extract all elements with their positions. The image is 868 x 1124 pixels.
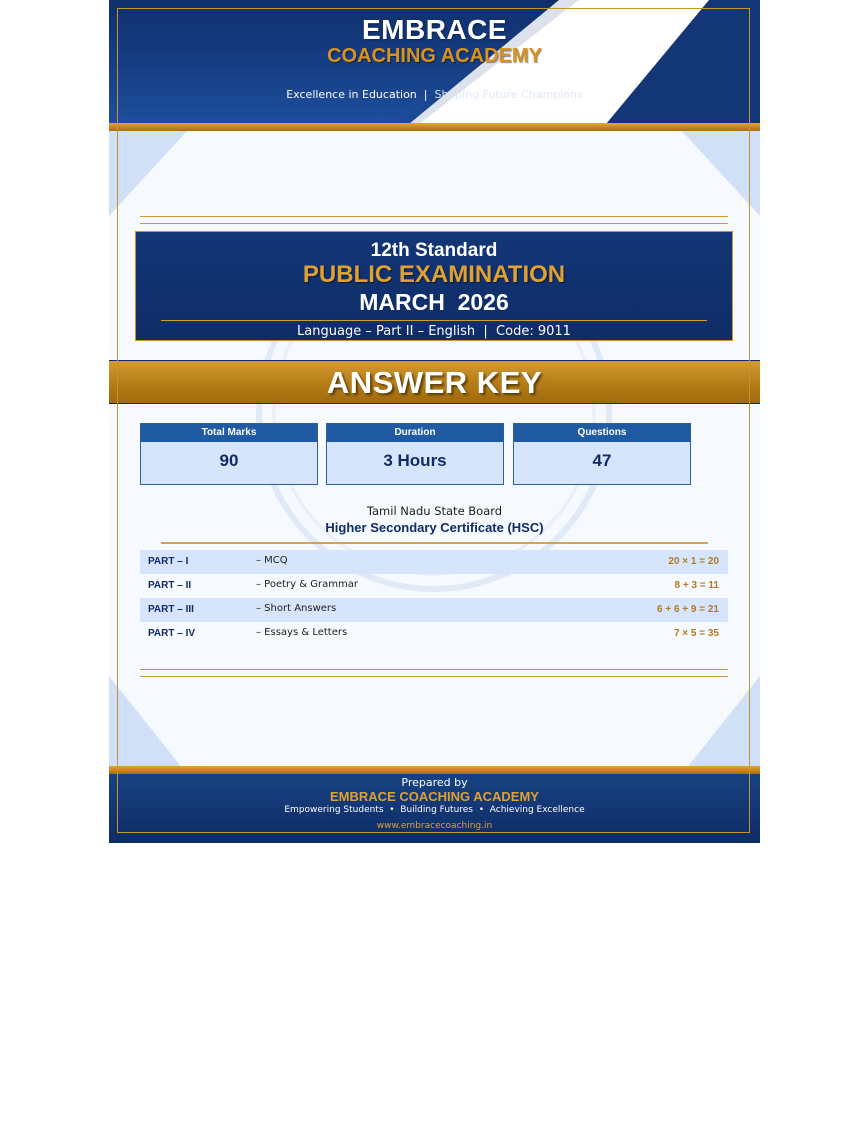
exam-month-year: MARCH 2026 bbox=[359, 289, 509, 315]
parts-table bbox=[140, 550, 728, 646]
table-row bbox=[140, 598, 728, 622]
stat-card-questions bbox=[513, 423, 691, 485]
stat-value: 47 bbox=[592, 451, 612, 470]
certificate-divider bbox=[161, 542, 708, 544]
certificate-name: Higher Secondary Certificate (HSC) bbox=[325, 520, 544, 535]
divider-top-1 bbox=[140, 216, 728, 217]
website-link[interactable]: www.embracecoaching.in bbox=[376, 821, 493, 831]
tagline-part2: Shaping Future Champions bbox=[434, 88, 583, 101]
footer-motto: Empowering Students • Building Futures • Achieving Excellence bbox=[284, 805, 585, 815]
header-gold-bar bbox=[109, 123, 760, 131]
brand-name-line1: EMBRACE bbox=[361, 14, 508, 45]
brand-name-line2: COACHING ACADEMY bbox=[327, 45, 542, 67]
header-banner bbox=[109, 0, 760, 124]
part-name: PART – III bbox=[148, 604, 194, 615]
table-row bbox=[140, 574, 728, 598]
answer-key-banner bbox=[109, 360, 760, 404]
part-name: PART – II bbox=[148, 580, 192, 591]
footer-brand: EMBRACE COACHING ACADEMY bbox=[330, 789, 539, 804]
stat-card-duration bbox=[326, 423, 504, 485]
part-marks: 6 + 6 + 9 = 21 bbox=[657, 604, 719, 615]
part-description: – MCQ bbox=[256, 555, 288, 566]
subject-code-line: Language – Part II – English | Code: 9011 bbox=[297, 324, 571, 339]
footer-gold-bar bbox=[109, 766, 760, 774]
header-tagline bbox=[109, 88, 760, 101]
board-name: Tamil Nadu State Board bbox=[366, 504, 503, 518]
stat-label: Total Marks bbox=[141, 424, 317, 442]
tagline-part1: Excellence in Education | bbox=[286, 88, 435, 101]
exam-name: PUBLIC EXAMINATION bbox=[302, 261, 566, 288]
table-row bbox=[140, 622, 728, 646]
divider-bottom-2 bbox=[140, 676, 728, 677]
divider-bottom-1 bbox=[140, 669, 728, 670]
part-name: PART – I bbox=[148, 556, 189, 567]
exam-title-box bbox=[135, 231, 733, 341]
part-marks: 20 × 1 = 20 bbox=[668, 556, 719, 567]
divider-top-2 bbox=[140, 223, 728, 224]
prepared-by-label: Prepared by bbox=[401, 776, 468, 789]
stat-value: 3 Hours bbox=[383, 451, 447, 470]
table-row bbox=[140, 550, 728, 574]
footer-banner bbox=[109, 774, 760, 843]
part-description: – Poetry & Grammar bbox=[256, 579, 358, 590]
part-marks: 8 + 3 = 11 bbox=[674, 580, 719, 591]
part-description: – Essays & Letters bbox=[256, 627, 348, 638]
stat-label: Duration bbox=[327, 424, 503, 442]
part-marks: 7 × 5 = 35 bbox=[673, 628, 719, 639]
part-description: – Short Answers bbox=[256, 603, 337, 614]
stat-label: Questions bbox=[514, 424, 690, 442]
stat-value: 90 bbox=[219, 451, 239, 470]
answer-key-title: ANSWER KEY bbox=[326, 365, 543, 400]
stat-card-total-marks bbox=[140, 423, 318, 485]
title-divider bbox=[161, 320, 707, 321]
standard-label: 12th Standard bbox=[370, 240, 498, 261]
answer-key-cover-page bbox=[109, 0, 760, 843]
part-name: PART – IV bbox=[148, 628, 196, 639]
